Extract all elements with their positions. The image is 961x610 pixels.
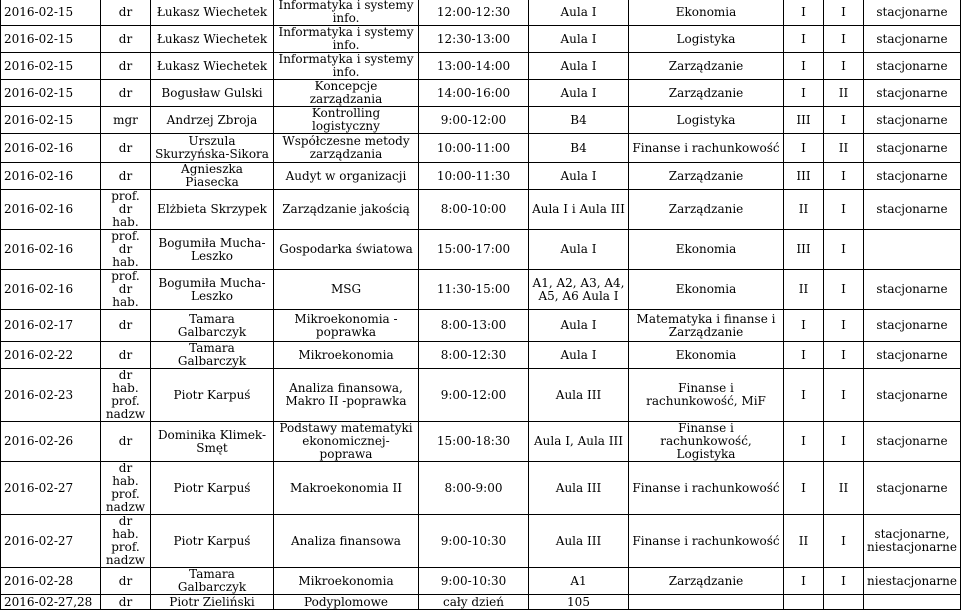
room-cell: Aula I i Aula III (529, 190, 629, 230)
lecturer-cell: Piotr Karpuś (151, 462, 274, 515)
mode-cell: stacjonarne (864, 0, 961, 26)
lecturer-cell: Piotr Karpuś (151, 369, 274, 422)
time-cell: 8:00-9:00 (419, 462, 529, 515)
field-cell: Logistyka (629, 107, 784, 134)
subject-cell: Mikroekonomia (274, 568, 419, 595)
time-cell: 15:00-18:30 (419, 422, 529, 462)
mode-cell: stacjonarne (864, 53, 961, 80)
time-cell: 9:00-12:00 (419, 369, 529, 422)
field-cell: Finanse i rachunkowość (629, 134, 784, 163)
time-cell: 10:00-11:30 (419, 163, 529, 190)
lecturer-cell: Piotr Zieliński (151, 595, 274, 610)
year-cell: I (824, 270, 864, 310)
table-row (1, 270, 961, 310)
subject-cell: Informatyka i systemy info. (274, 0, 419, 26)
title-cell: mgr (101, 107, 151, 134)
degree-cell: III (784, 230, 824, 270)
year-cell: I (824, 342, 864, 369)
date-cell: 2016-02-26 (1, 422, 101, 462)
degree-cell: I (784, 462, 824, 515)
mode-cell: stacjonarne (864, 270, 961, 310)
lecturer-cell: Łukasz Wiechetek (151, 0, 274, 26)
year-cell: I (824, 0, 864, 26)
room-cell: Aula I, Aula III (529, 422, 629, 462)
field-cell: Finanse i rachunkowość (629, 515, 784, 568)
field-cell: Zarządzanie (629, 53, 784, 80)
time-cell: cały dzień (419, 595, 529, 610)
mode-cell: stacjonarne (864, 163, 961, 190)
subject-cell: Audyt w organizacji (274, 163, 419, 190)
lecturer-cell: Łukasz Wiechetek (151, 26, 274, 53)
mode-cell: stacjonarne (864, 422, 961, 462)
title-cell: dr (101, 26, 151, 53)
room-cell: Aula I (529, 26, 629, 53)
room-cell: A1 (529, 568, 629, 595)
lecturer-cell: Tamara Galbarczyk (151, 310, 274, 342)
subject-cell: Współczesne metody zarządzania (274, 134, 419, 163)
year-cell: I (824, 369, 864, 422)
table-row (1, 163, 961, 190)
field-cell: Zarządzanie (629, 568, 784, 595)
subject-cell: Mikroekonomia - poprawka (274, 310, 419, 342)
subject-cell: Koncepcje zarządzania (274, 80, 419, 107)
degree-cell: III (784, 107, 824, 134)
title-cell: dr (101, 595, 151, 610)
lecturer-cell: Elżbieta Skrzypek (151, 190, 274, 230)
title-cell: dr (101, 310, 151, 342)
lecturer-cell: Bogumiła Mucha-Leszko (151, 270, 274, 310)
subject-cell: Informatyka i systemy info. (274, 53, 419, 80)
degree-cell: I (784, 53, 824, 80)
lecturer-cell: Łukasz Wiechetek (151, 53, 274, 80)
lecturer-cell: Tamara Galbarczyk (151, 342, 274, 369)
mode-cell: stacjonarne (864, 80, 961, 107)
mode-cell: niestacjonarne (864, 568, 961, 595)
date-cell: 2016-02-27,28 (1, 595, 101, 610)
field-cell: Finanse i rachunkowość, Logistyka (629, 422, 784, 462)
room-cell: Aula III (529, 515, 629, 568)
field-cell: Ekonomia (629, 342, 784, 369)
subject-cell: Informatyka i systemy info. (274, 26, 419, 53)
table-row (1, 190, 961, 230)
degree-cell: I (784, 369, 824, 422)
year-cell: I (824, 310, 864, 342)
subject-cell: MSG (274, 270, 419, 310)
subject-cell: Zarządzanie jakością (274, 190, 419, 230)
date-cell: 2016-02-23 (1, 369, 101, 422)
lecturer-cell: Dominika Klimek-Smęt (151, 422, 274, 462)
room-cell: Aula I (529, 342, 629, 369)
date-cell: 2016-02-15 (1, 80, 101, 107)
year-cell: I (824, 190, 864, 230)
year-cell: I (824, 515, 864, 568)
title-cell: dr (101, 163, 151, 190)
room-cell: Aula III (529, 462, 629, 515)
room-cell: 105 (529, 595, 629, 610)
degree-cell: II (784, 515, 824, 568)
date-cell: 2016-02-28 (1, 568, 101, 595)
room-cell: Aula I (529, 0, 629, 26)
field-cell: Zarządzanie (629, 163, 784, 190)
year-cell (824, 595, 864, 610)
subject-cell: Mikroekonomia (274, 342, 419, 369)
room-cell: Aula I (529, 80, 629, 107)
degree-cell: II (784, 270, 824, 310)
room-cell: Aula I (529, 310, 629, 342)
title-cell: prof. dr hab. (101, 190, 151, 230)
table-row (1, 80, 961, 107)
lecturer-cell: Urszula Skurzyńska-Sikora (151, 134, 274, 163)
degree-cell: II (784, 190, 824, 230)
date-cell: 2016-02-16 (1, 270, 101, 310)
year-cell: I (824, 422, 864, 462)
field-cell: Finanse i rachunkowość, MiF (629, 369, 784, 422)
field-cell: Ekonomia (629, 230, 784, 270)
lecturer-cell: Piotr Karpuś (151, 515, 274, 568)
date-cell: 2016-02-16 (1, 230, 101, 270)
title-cell: dr hab. prof. nadzw (101, 462, 151, 515)
table-row (1, 134, 961, 163)
title-cell: dr (101, 422, 151, 462)
table-row (1, 515, 961, 568)
room-cell: Aula III (529, 369, 629, 422)
date-cell: 2016-02-16 (1, 163, 101, 190)
table-row (1, 342, 961, 369)
mode-cell: stacjonarne (864, 342, 961, 369)
date-cell: 2016-02-17 (1, 310, 101, 342)
degree-cell: I (784, 0, 824, 26)
date-cell: 2016-02-15 (1, 26, 101, 53)
mode-cell: stacjonarne, niestacjonarne (864, 515, 961, 568)
date-cell: 2016-02-22 (1, 342, 101, 369)
field-cell: Zarządzanie (629, 80, 784, 107)
field-cell: Ekonomia (629, 0, 784, 26)
table-row (1, 568, 961, 595)
year-cell: I (824, 26, 864, 53)
degree-cell: III (784, 163, 824, 190)
table-row (1, 53, 961, 80)
mode-cell (864, 230, 961, 270)
year-cell: II (824, 462, 864, 515)
year-cell: I (824, 107, 864, 134)
mode-cell: stacjonarne (864, 190, 961, 230)
date-cell: 2016-02-15 (1, 0, 101, 26)
time-cell: 9:00-12:00 (419, 107, 529, 134)
field-cell: Zarządzanie (629, 190, 784, 230)
degree-cell: I (784, 422, 824, 462)
title-cell: prof. dr hab. (101, 270, 151, 310)
date-cell: 2016-02-27 (1, 515, 101, 568)
title-cell: dr (101, 134, 151, 163)
time-cell: 10:00-11:00 (419, 134, 529, 163)
title-cell: dr (101, 0, 151, 26)
lecturer-cell: Bogusław Gulski (151, 80, 274, 107)
title-cell: dr (101, 80, 151, 107)
table-row (1, 310, 961, 342)
title-cell: dr (101, 342, 151, 369)
table-row (1, 369, 961, 422)
subject-cell: Podyplomowe (274, 595, 419, 610)
date-cell: 2016-02-15 (1, 53, 101, 80)
mode-cell: stacjonarne (864, 369, 961, 422)
field-cell: Matematyka i finanse i Zarządzanie (629, 310, 784, 342)
field-cell: Ekonomia (629, 270, 784, 310)
field-cell: Logistyka (629, 26, 784, 53)
time-cell: 14:00-16:00 (419, 80, 529, 107)
time-cell: 12:30-13:00 (419, 26, 529, 53)
table-row (1, 230, 961, 270)
field-cell: Finanse i rachunkowość (629, 462, 784, 515)
title-cell: dr hab. prof. nadzw (101, 369, 151, 422)
title-cell: dr hab. prof. nadzw (101, 515, 151, 568)
room-cell: B4 (529, 107, 629, 134)
date-cell: 2016-02-27 (1, 462, 101, 515)
lecturer-cell: Bogumiła Mucha-Leszko (151, 230, 274, 270)
subject-cell: Gospodarka światowa (274, 230, 419, 270)
room-cell: Aula I (529, 53, 629, 80)
date-cell: 2016-02-16 (1, 190, 101, 230)
time-cell: 9:00-10:30 (419, 568, 529, 595)
subject-cell: Analiza finansowa (274, 515, 419, 568)
mode-cell: stacjonarne (864, 26, 961, 53)
mode-cell: stacjonarne (864, 134, 961, 163)
year-cell: I (824, 230, 864, 270)
time-cell: 12:00-12:30 (419, 0, 529, 26)
subject-cell: Analiza finansowa, Makro II -poprawka (274, 369, 419, 422)
degree-cell: I (784, 568, 824, 595)
time-cell: 8:00-13:00 (419, 310, 529, 342)
room-cell: A1, A2, A3, A4, A5, A6 Aula I (529, 270, 629, 310)
table-row (1, 462, 961, 515)
lecturer-cell: Tamara Galbarczyk (151, 568, 274, 595)
lecturer-cell: Agnieszka Piasecka (151, 163, 274, 190)
degree-cell: I (784, 342, 824, 369)
time-cell: 8:00-10:00 (419, 190, 529, 230)
degree-cell: I (784, 134, 824, 163)
year-cell: II (824, 80, 864, 107)
subject-cell: Makroekonomia II (274, 462, 419, 515)
mode-cell: stacjonarne (864, 310, 961, 342)
degree-cell (784, 595, 824, 610)
room-cell: B4 (529, 134, 629, 163)
time-cell: 9:00-10:30 (419, 515, 529, 568)
date-cell: 2016-02-16 (1, 134, 101, 163)
table-row (1, 422, 961, 462)
degree-cell: I (784, 26, 824, 53)
table-row (1, 26, 961, 53)
time-cell: 13:00-14:00 (419, 53, 529, 80)
table-row (1, 595, 961, 610)
title-cell: dr (101, 53, 151, 80)
title-cell: dr (101, 568, 151, 595)
table-row (1, 0, 961, 26)
year-cell: I (824, 163, 864, 190)
mode-cell (864, 595, 961, 610)
date-cell: 2016-02-15 (1, 107, 101, 134)
title-cell: prof. dr hab. (101, 230, 151, 270)
time-cell: 11:30-15:00 (419, 270, 529, 310)
room-cell: Aula I (529, 163, 629, 190)
time-cell: 15:00-17:00 (419, 230, 529, 270)
year-cell: I (824, 53, 864, 80)
degree-cell: I (784, 80, 824, 107)
year-cell: II (824, 134, 864, 163)
mode-cell: stacjonarne (864, 107, 961, 134)
subject-cell: Kontrolling logistyczny (274, 107, 419, 134)
subject-cell: Podstawy matematyki ekonomicznej-poprawa (274, 422, 419, 462)
room-cell: Aula I (529, 230, 629, 270)
mode-cell: stacjonarne (864, 462, 961, 515)
year-cell: I (824, 568, 864, 595)
lecturer-cell: Andrzej Zbroja (151, 107, 274, 134)
field-cell (629, 595, 784, 610)
degree-cell: I (784, 310, 824, 342)
time-cell: 8:00-12:30 (419, 342, 529, 369)
table-row (1, 107, 961, 134)
